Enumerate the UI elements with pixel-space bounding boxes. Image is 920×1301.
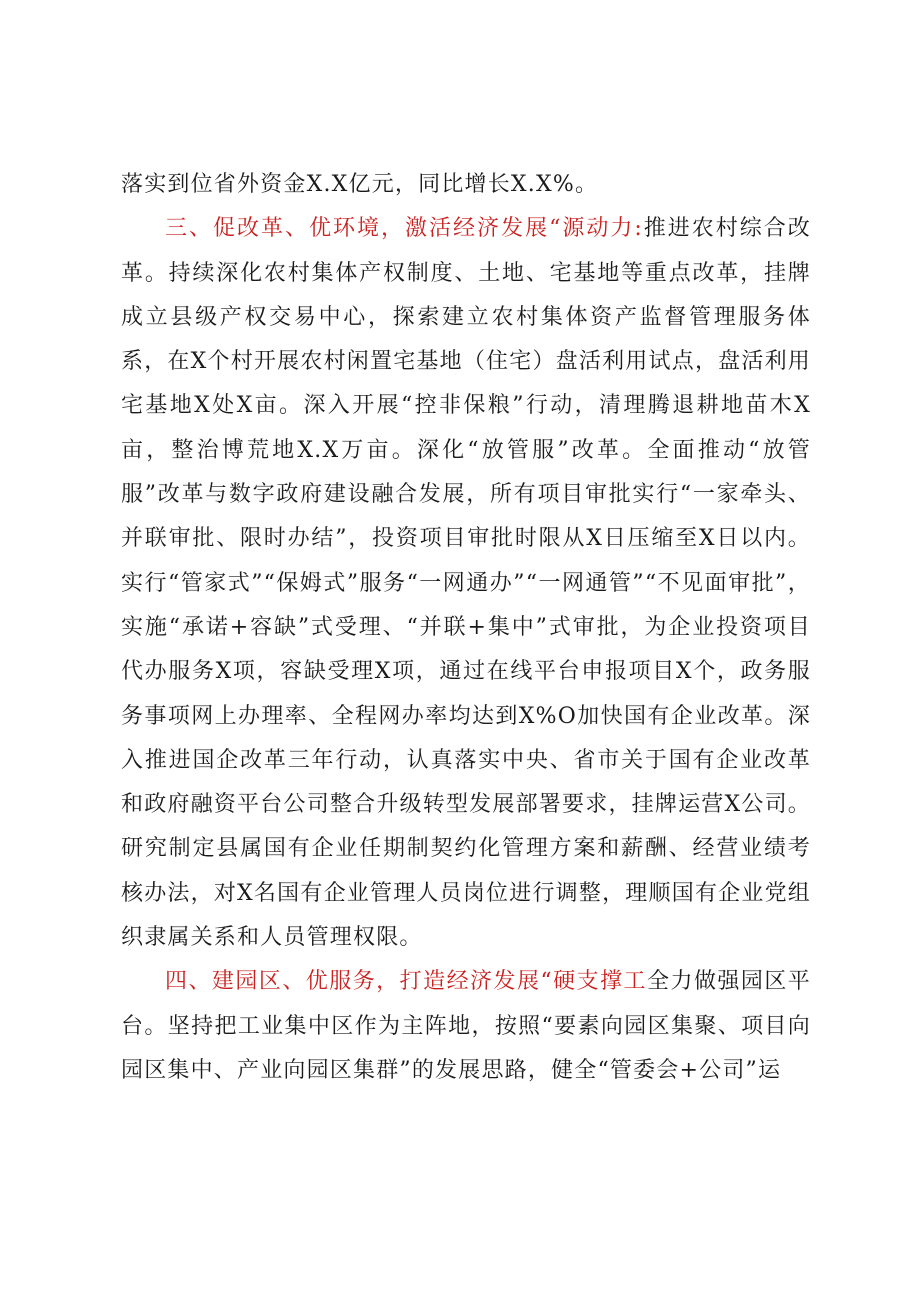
section-four-body: 全力做强园区平台。坚持把工业集中区作为主阵地，按照“要素向园区集聚、项目向园区集中、产业向园区集群”的发展思路，健全“管委会+公司”运 xyxy=(121,969,812,1083)
document-body xyxy=(121,163,811,1093)
paragraph-continuation: 落实到位省外资金X.X亿元，同比增长X.X%。 xyxy=(121,172,599,197)
section-three-paragraph xyxy=(121,207,811,960)
section-four-heading: 四、建园区、优服务，打造经济发展“硬支撑工 xyxy=(165,969,648,995)
section-three-heading: 三、促改革、优环境，激活经济发展“源动力: xyxy=(165,216,643,242)
section-four-paragraph xyxy=(121,960,811,1093)
section-three-body: 推进农村综合改革。持续深化农村集体产权制度、土地、宅基地等重点改革，挂牌成立县级产权交易中心，探索建立农村集体资产监督管理服务体系，在X个村开展农村闲置宅基地（住宅）盘活利用试点，盘活利用宅基地X处X亩。深入开展“控非保粮”行动，清理腾退耕地苗木X亩，整治博荒地X.X万亩。深化“放管服”改革。全面推动“放管服”改革与数字政府建设融合发展，所有项目审批实行“一家牵头、并联审批、限时办结”，投资项目审批时限从X日压缩至X日以内。实行“管家式”“保姆式”服务“一网通办”“一网通管”“不见面审批”，实施“承诺+容缺”式受理、“并联+集中”式审批，为企业投资项目代办服务X项，容缺受理X项，通过在线平台申报项目X个，政务服务事项网上办理率、全程网办率均达到X%O加快国有企业改革。深入推进国企改革三年行动，认真落实中央、省市关于国有企业改革和政府融资平台公司整合升级转型发展部署要求，挂牌运营X公司。研究制定县属国有企业任期制契约化管理方案和薪酬、经营业绩考核办法，对X名国有企业管理人员岗位进行调整，理顺国有企业党组织隶属关系和人员管理权限。 xyxy=(121,216,811,951)
